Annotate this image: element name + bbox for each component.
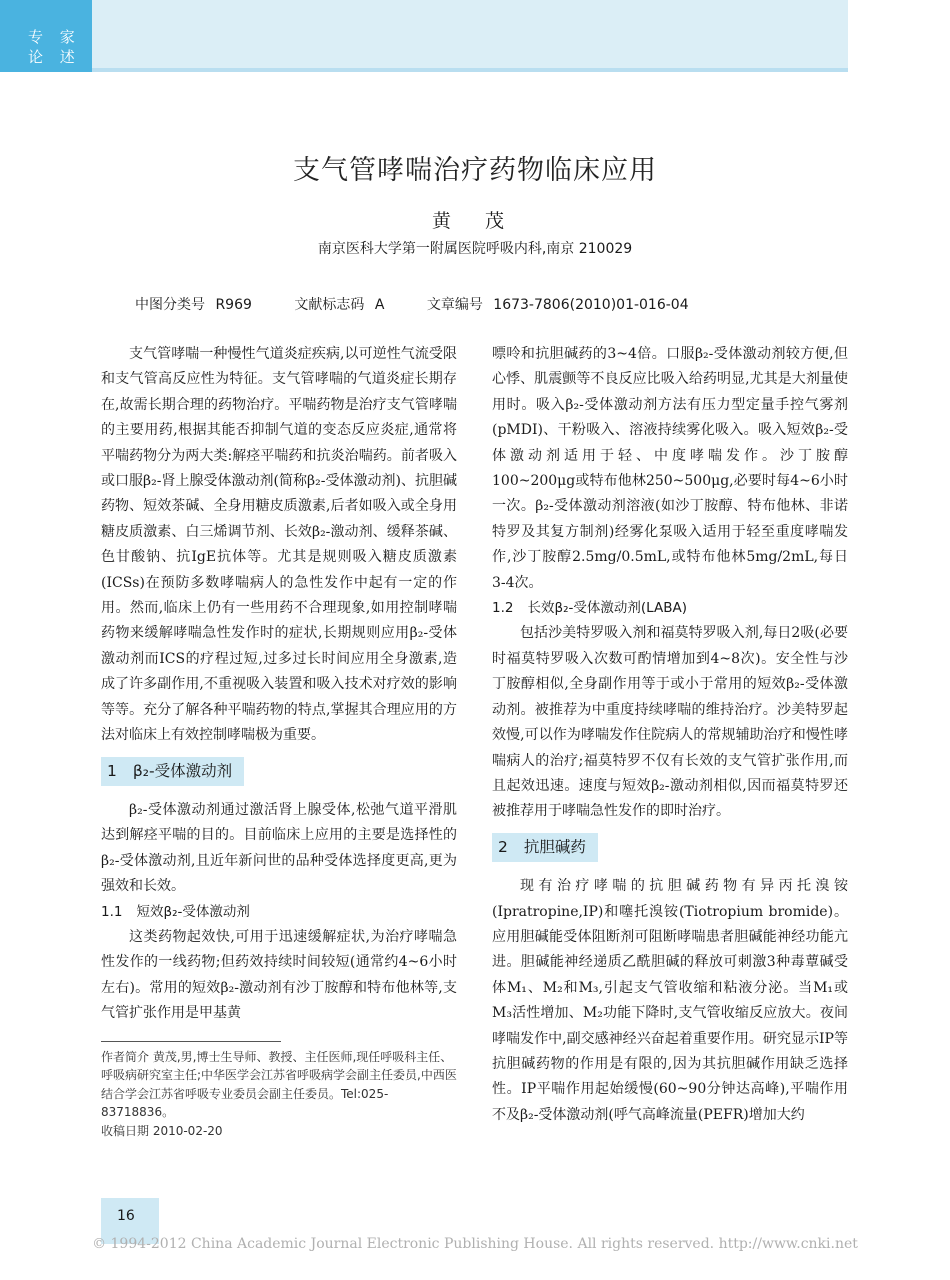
subsection-1-1-number: 1.1 (101, 903, 123, 920)
continued-paragraph: 嘌呤和抗胆碱药的3~4倍。口服β₂-受体激动剂较方便,但心悸、肌震颤等不良反应比吸入给药明显,尤其是大剂量使用时。吸入β₂-受体激动剂方法有压力型定量手控气雾剂(pMDI)、干粉吸入、溶液持续雾化吸入。吸入短效β₂-受体激动剂适用于轻、中度哮喘发作。沙丁胺醇100~200μg或特布他林250~500μg,必要时每4~6小时一次。β₂-受体激动剂溶液(如沙丁胺醇、特布他林、非诺特罗及其复方制剂)经雾化泵吸入适用于轻至重度哮喘发作,沙丁胺醇2.5mg/0.5mL,或特布他林5mg/2mL,每日3-4次。 (492, 346, 848, 591)
subsection-1-1-title: 短效β₂-受体激动剂 (136, 903, 250, 920)
subsection-1-2-paragraph: 包括沙美特罗吸入剂和福莫特罗吸入剂,每日2吸(必要时福莫特罗吸入次数可酌情增加到4~8次)。安全性与沙丁胺醇相似,全身副作用等于或小于常用的短效β₂-受体激动剂。被推荐为中重度持续哮喘的维持治疗。沙美特罗起效慢,可以作为哮喘发作住院病人的常规辅助治疗和慢性哮喘病人的治疗;福莫特罗不仅有长效的支气管扩张作用,而且起效迅速。速度与短效β₂-激动剂相似,因而福莫特罗还被推荐用于哮喘急性发作的即时治疗。 (492, 625, 848, 820)
doccode-value: A (374, 297, 385, 313)
section-1-paragraph: β₂-受体激动剂通过激活肾上腺受体,松弛气道平滑肌达到解痉平喘的目的。目前临床上应用的主要是选择性的β₂-受体激动剂,且近年新问世的品种受体选择度更高,更为强效和长效。 (101, 801, 457, 895)
clc-label: 中图分类号 (135, 297, 205, 313)
affiliation: 南京医科大学第一附属医院呼吸内科,南京 210029 (317, 241, 633, 257)
clc-value: R969 (215, 297, 252, 313)
left-column (101, 342, 457, 1140)
received-date: 收稿日期 2010-02-20 (101, 1123, 223, 1138)
header-band (0, 0, 848, 68)
section-label-box (0, 0, 92, 72)
right-column (492, 342, 848, 1128)
intro-paragraph: 支气管哮喘一种慢性气道炎症疾病,以可逆性气流受限和支气管高反应性为特征。支气管哮喘的气道炎症长期存在,故需长期合理的药物治疗。平喘药物是治疗支气管哮喘的主要用药,根据其能否抑制气道的变态反应炎症,通常将平喘药物分为两大类:解痉平喘药和抗炎治喘药。前者吸入或口服β₂-肾上腺受体激动剂(简称β₂-受体激动剂)、抗胆碱药物、短效茶碱、全身用糖皮质激素,后者如吸入或全身用糖皮质激素、白三烯调节剂、长效β₂-激动剂、缓释茶碱、色甘酸钠、抗IgE抗体等。尤其是规则吸入糖皮质激素(ICSs)在预防多数哮喘病人的急性发作中起有一定的作用。然而,临床上仍有一些用药不合理现象,如用控制哮喘药物来缓解哮喘急性发作时的症状,长期规则应用β₂-受体激动剂而ICS的疗程过短,过多过长时间应用全身激素,造成了许多副作用,不重视吸入装置和吸入技术对疗效的影响等等。充分了解各种平喘药物的特点,掌握其合理应用的方法对临床上有效控制哮喘极为重要。 (101, 346, 457, 744)
section-2-heading (492, 833, 598, 862)
section-2-title: 抗胆碱药 (523, 837, 586, 856)
section-label-line1: 专 家 (28, 28, 81, 46)
section-2-number: 2 (498, 837, 508, 856)
subsection-1-2-title: 长效β₂-受体激动剂(LABA) (527, 600, 687, 617)
section-1-heading (101, 757, 244, 786)
footnote-rule (101, 1041, 281, 1042)
header-rule (92, 68, 848, 72)
subsection-1-2-heading (492, 596, 848, 621)
section-2-paragraph: 现有治疗哮喘的抗胆碱药物有异丙托溴铵(Ipratropine,IP)和噻托溴铵(Tiotropium bromide)。应用胆碱能受体阻断剂可阻断哮喘患者胆碱能神经功能亢进。胆碱能神经递质乙酰胆碱的释放可刺激3种毒蕈碱受体M₁、M₂和M₃,引起支气管收缩和粘液分泌。当M₁或M₃活性增加、M₂功能下降时,支气管收缩反应放大。夜间哮喘发作中,副交感神经兴奋起着重要作用。研究显示IP等抗胆碱药物的作用是有限的,因为其抗胆碱作用缺乏选择性。IP平喘作用起始缓慢(60~90分钟达高峰),平喘作用不及β₂-受体激动剂(呼气高峰流量(PEFR)增加大约 (492, 878, 848, 1123)
section-1-number: 1 (107, 761, 117, 780)
section-1-title: β₂-受体激动剂 (132, 761, 233, 780)
page-number: 16 (117, 1208, 135, 1224)
section-label-line2: 论 述 (28, 48, 81, 66)
article-title: 支气管哮喘治疗药物临床应用 (293, 155, 657, 186)
author-name: 黄 茂 (431, 210, 519, 232)
subsection-1-2-number: 1.2 (492, 600, 514, 617)
subsection-1-1-heading (101, 900, 457, 925)
article-meta (135, 294, 695, 314)
article-number-label: 文章编号 (426, 297, 483, 313)
subsection-1-1-paragraph: 这类药物起效快,可用于迅速缓解症状,为治疗哮喘急性发作的一线药物;但药效持续时间较短(通常约4~6小时左右)。常用的短效β₂-激动剂有沙丁胺醇和特布他林等,支气管扩张作用是甲基黄 (101, 928, 457, 1022)
copyright-footer: © 1994-2012 China Academic Journal Electronic Publishing House. All rights reserved. http://www.cnki.net (92, 1236, 858, 1252)
doccode-label: 文献标志码 (294, 297, 365, 313)
author-note: 作者简介 黄茂,男,博士生导师、教授、主任医师,现任呼吸科主任、呼吸病研究室主任;中华医学会江苏省呼吸病学会副主任委员,中西医结合学会江苏省呼吸专业委员会副主任委员。Tel:025-83718836。 (101, 1049, 457, 1120)
article-number-value: 1673-7806(2010)01-016-04 (493, 297, 689, 313)
